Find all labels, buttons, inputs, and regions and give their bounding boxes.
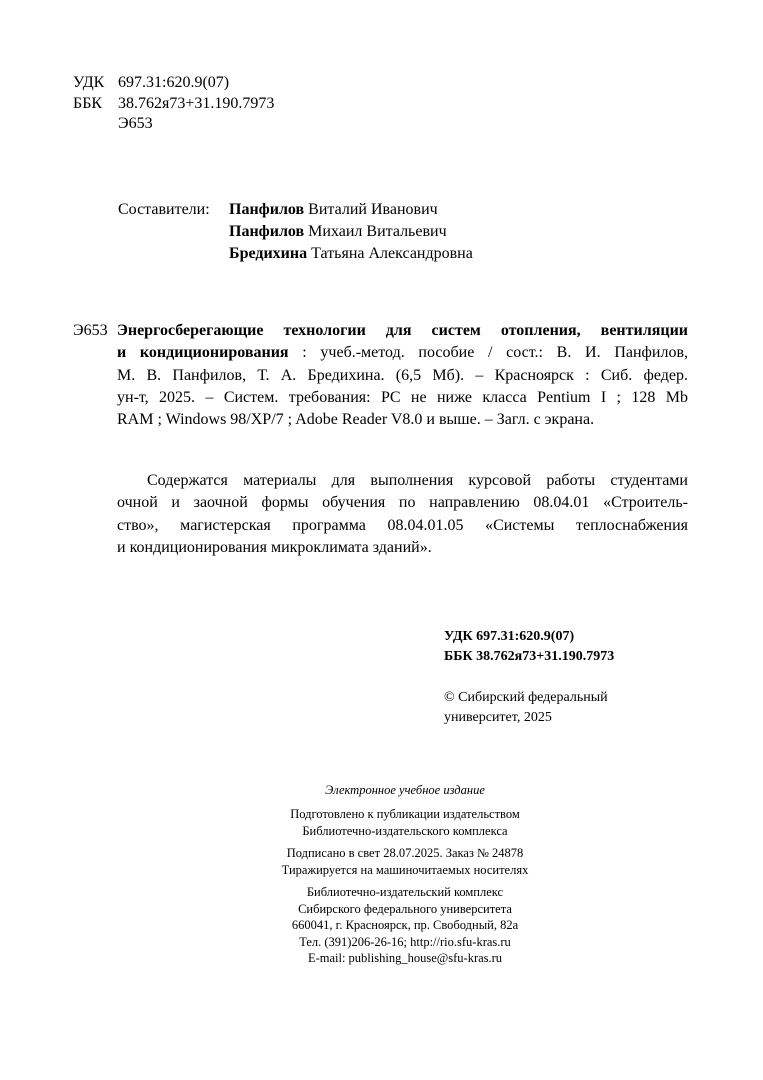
address-line: Библиотечно-издательский комплекс: [306, 885, 504, 899]
udk-label: УДК: [73, 74, 105, 91]
address-line: Сибирского федерального университета: [298, 901, 512, 916]
abstract-line: и кондиционирования микроклимата зданий».: [117, 538, 432, 556]
prepared-line: Подготовлено к публикации издательством: [290, 807, 520, 821]
compiler-surname: Панфилов: [229, 201, 305, 218]
compiler-names: Михаил Витальевич: [308, 223, 447, 240]
biblio-line: М. В. Панфилов, Т. А. Бредихина. (6,5 Мб). – Красноярск : Сиб. федер.: [117, 366, 688, 384]
abstract-line: Содержатся материалы для выполнения курсовой работы студентами: [147, 472, 688, 489]
biblio-line: ун-т, 2025. – Систем. требования: PC не ниже класса Pentium I ; 128 Mb: [117, 388, 688, 406]
abstract: [117, 470, 688, 559]
abstract-line: очной и заочной формы обучения по направлению 08.04.01 «Строитель-: [117, 494, 688, 512]
prepared-line: Библиотечно-издательского комплекса: [302, 823, 508, 838]
bbk-row: [73, 94, 274, 115]
address-line: E-mail: publishing_house@sfu-kras.ru: [307, 951, 503, 965]
classification-codes: [73, 73, 274, 135]
udk-value: 697.31:620.9(07): [118, 74, 230, 91]
biblio-line: RAM ; Windows 98/XP/7 ; Adobe Reader V8.0 и выше. – Загл. с экрана.: [117, 411, 595, 429]
bbk-label: ББК: [73, 94, 103, 112]
bibliographic-description: [117, 320, 688, 431]
copyright-line: © Сибирский федеральный: [444, 690, 608, 705]
compiler-row: [118, 221, 473, 243]
copyright: [444, 688, 608, 727]
biblio-title-line: Энергосберегающие технологии для систем отопления, вентиляции: [117, 322, 688, 339]
compiler-names: Татьяна Александровна: [311, 245, 473, 262]
udk-code: УДК 697.31:620.9(07): [444, 629, 575, 644]
edition-type: Электронное учебное издание: [325, 783, 485, 797]
bbk-code: ББК 38.762я73+31.190.7973: [444, 649, 615, 664]
compiler-row: [118, 243, 473, 265]
publisher-address: [160, 884, 650, 967]
address-line: Тел. (391)206-26-16; http://rio.sfu-kras.ru: [299, 934, 511, 949]
biblio-title-end: и кондиционирования: [117, 344, 289, 362]
copyright-line: университет, 2025: [444, 709, 552, 725]
udk-row: [73, 73, 274, 94]
imprint-signed: [160, 845, 650, 878]
biblio-line: [117, 342, 688, 364]
imprint-prepared: [160, 806, 650, 839]
replicated-line: Тиражируется на машиночитаемых носителях: [281, 862, 529, 877]
address-line: 660041, г. Красноярск, пр. Свободный, 82а: [291, 918, 519, 932]
classification-codes-bottom: [444, 627, 614, 667]
author-mark: Э653: [118, 115, 153, 132]
biblio-code: Э653: [73, 322, 108, 339]
compiler-row: [118, 199, 473, 221]
imprint-edition: [160, 782, 650, 799]
bbk-value: 38.762я73+31.190.7973: [118, 94, 275, 112]
compilers-block: [118, 199, 473, 265]
compiler-names: Виталий Иванович: [308, 201, 438, 218]
compilers-caption: Составители:: [118, 201, 210, 218]
abstract-line: ство», магистерская программа 08.04.01.05 «Системы теплоснабжения: [117, 516, 688, 534]
signed-line: Подписано в свет 28.07.2025. Заказ № 24878: [286, 846, 524, 860]
biblio-text: : учеб.-метод. пособие / сост.: В. И. Панфилов,: [288, 344, 689, 362]
compiler-surname: Бредихина: [229, 245, 308, 262]
compiler-surname: Панфилов: [229, 223, 305, 240]
